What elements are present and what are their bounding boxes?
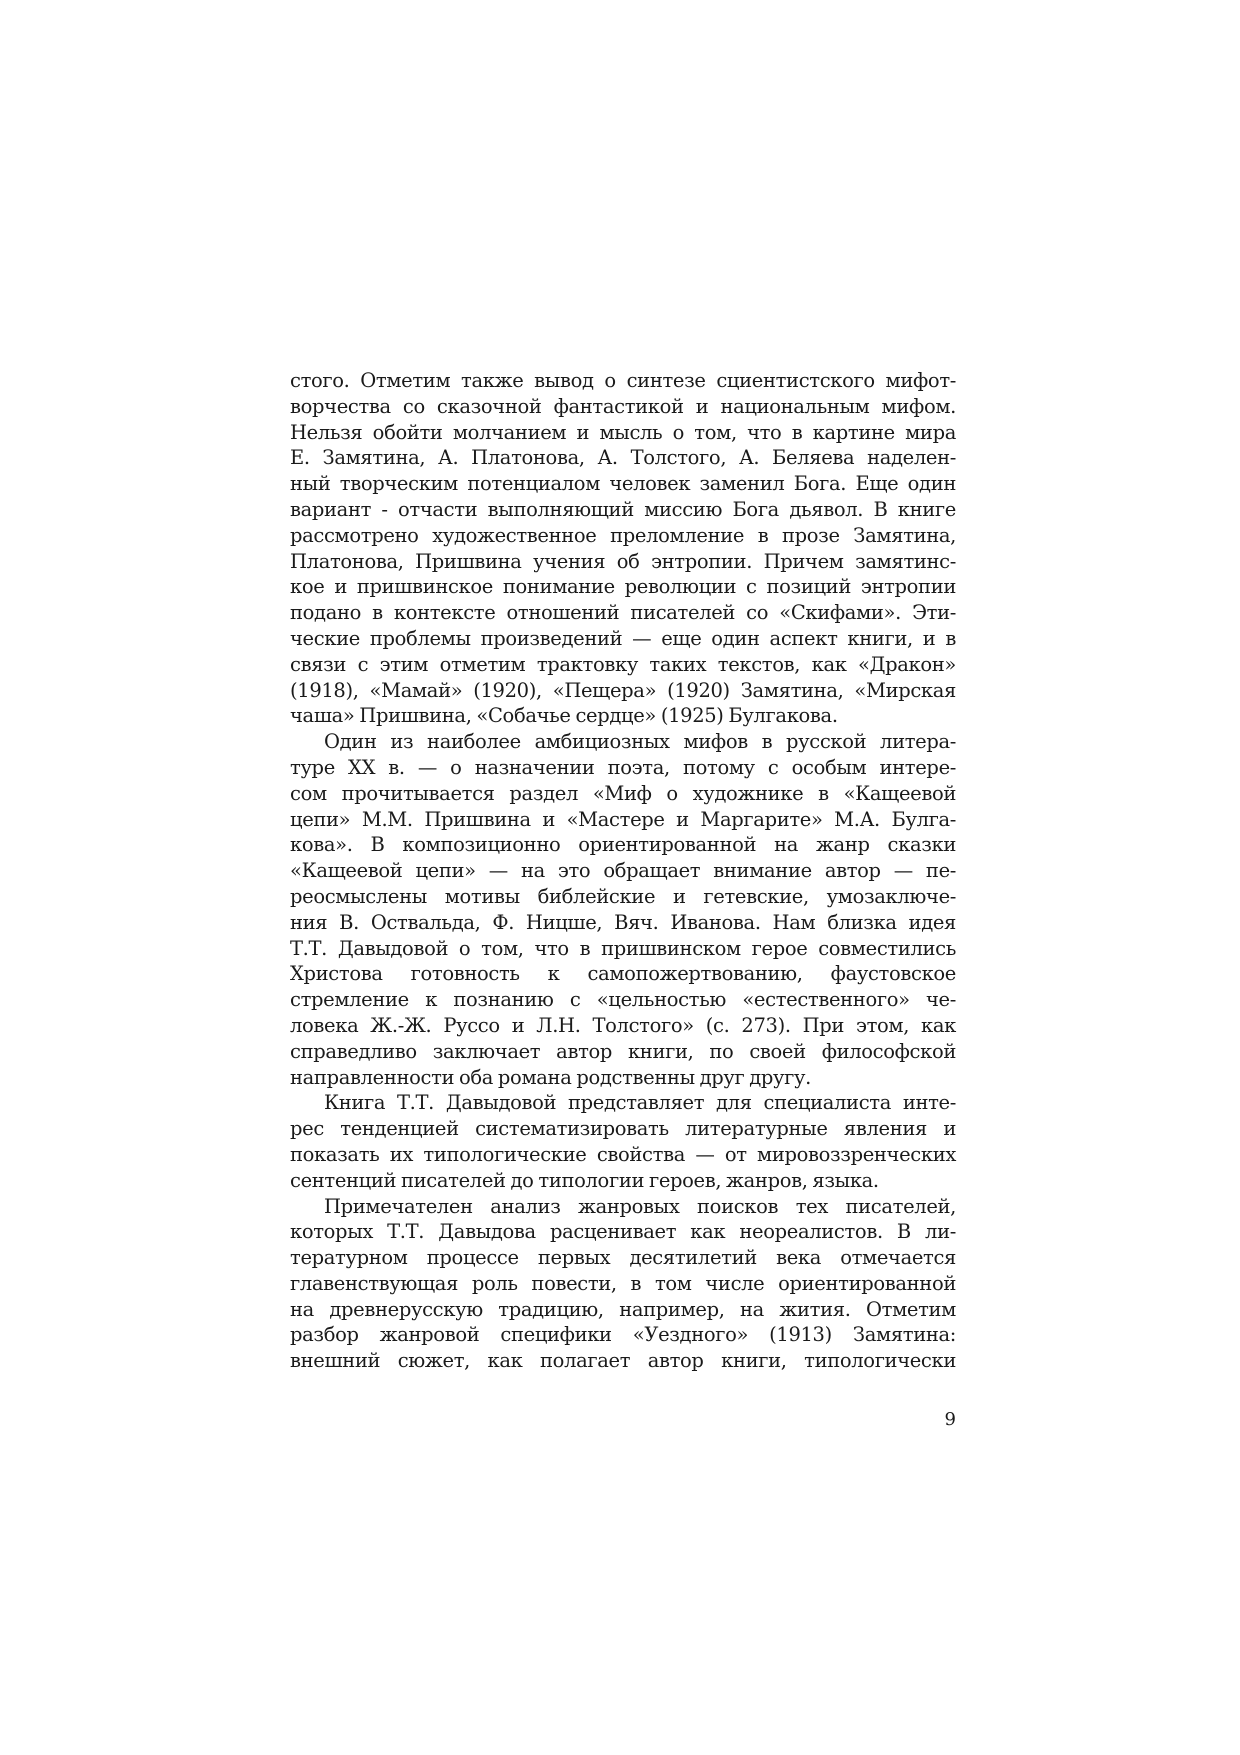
page-number: 9 [944, 1409, 956, 1430]
text-line: ческие проблемы произведений — еще один аспект книги, и в [290, 626, 956, 650]
paragraph [290, 1194, 956, 1375]
text-line: сентенций писателей до типологии героев, жанров, языка. [290, 1168, 879, 1192]
text-line: Т.Т. Давыдовой о том, что в пришвинском герое совместились [290, 936, 956, 960]
paragraph [290, 368, 956, 729]
text-line: ный творческим потенциалом человек заменил Бога. Еще один [290, 472, 956, 496]
text-line: связи с этим отметим трактовку таких текстов, как «Дракон» [290, 652, 956, 676]
text-line: Нельзя обойти молчанием и мысль о том, что в картине мира [290, 420, 956, 444]
text-line: кое и пришвинское понимание революции с позиций энтропии [290, 575, 956, 599]
text-line: рассмотрено художественное преломление в прозе Замятина, [290, 523, 956, 547]
text-line: вариант - отчасти выполняющий миссию Бога дьявол. В книге [290, 497, 956, 521]
paragraph [290, 1090, 956, 1193]
text-line: Е. Замятина, А. Платонова, А. Толстого, А. Беляева наделен- [290, 446, 956, 470]
text-line: разбор жанровой специфики «Уездного» (1913) Замятина: [290, 1323, 956, 1347]
text-line: Примечателен анализ жанровых поисков тех писателей, [324, 1194, 956, 1218]
text-line: чаша» Пришвина, «Собачье сердце» (1925) Булгакова. [290, 704, 838, 728]
text-line: справедливо заключает автор книги, по своей философской [290, 1039, 956, 1063]
text-line: внешний сюжет, как полагает автор книги, типологически [290, 1349, 956, 1373]
text-line: ворчества со сказочной фантастикой и национальным мифом. [290, 394, 956, 418]
text-line: ловека Ж.-Ж. Руссо и Л.Н. Толстого» (с. 273). При этом, как [290, 1013, 956, 1037]
text-line: Платонова, Пришвина учения об энтропии. Причем замятинс- [290, 549, 956, 573]
text-line: главенствующая роль повести, в том числе ориентированной [290, 1271, 956, 1295]
text-line: (1918), «Мамай» (1920), «Пещера» (1920) Замятина, «Мирская [290, 678, 956, 702]
text-line: рес тенденцией систематизировать литературные явления и [290, 1117, 956, 1141]
paragraph [290, 729, 956, 1090]
text-line: реосмыслены мотивы библейские и гетевские, умозаключе- [290, 884, 956, 908]
text-line: сом прочитывается раздел «Миф о художнике в «Кащеевой [290, 781, 956, 805]
text-line: ния В. Оствальда, Ф. Ницше, Вяч. Иванова. Нам близка идея [290, 910, 956, 934]
text-line: подано в контексте отношений писателей со «Скифами». Эти- [290, 601, 956, 625]
text-line: показать их типологические свойства — от мировоззренческих [290, 1142, 956, 1166]
text-line: Христова готовность к самопожертвованию, фаустовское [290, 962, 956, 986]
text-line: направленности оба романа родственны друг другу. [290, 1065, 812, 1089]
text-line: стого. Отметим также вывод о синтезе сциентистского мифот- [290, 369, 956, 392]
text-line: которых Т.Т. Давыдова расценивает как неореалистов. В ли- [290, 1220, 956, 1244]
text-line: на древнерусскую традицию, например, на жития. Отметим [290, 1297, 956, 1321]
body-text [290, 368, 956, 1374]
text-line: Книга Т.Т. Давыдовой представляет для специалиста инте- [324, 1091, 956, 1115]
text-line: Один из наиболее амбициозных мифов в русской литера- [324, 730, 956, 754]
text-line: цепи» М.М. Пришвина и «Мастере и Маргарите» М.А. Булга- [290, 807, 956, 831]
text-line: тературном процессе первых десятилетий века отмечается [290, 1246, 956, 1270]
text-line: туре ХХ в. — о назначении поэта, потому с особым интере- [290, 755, 956, 779]
text-line: кова». В композиционно ориентированной на жанр сказки [290, 833, 956, 857]
text-line: стремление к познанию с «цельностью «естественного» че- [290, 988, 956, 1012]
text-line: «Кащеевой цепи» — на это обращает внимание автор — пе- [290, 859, 956, 883]
